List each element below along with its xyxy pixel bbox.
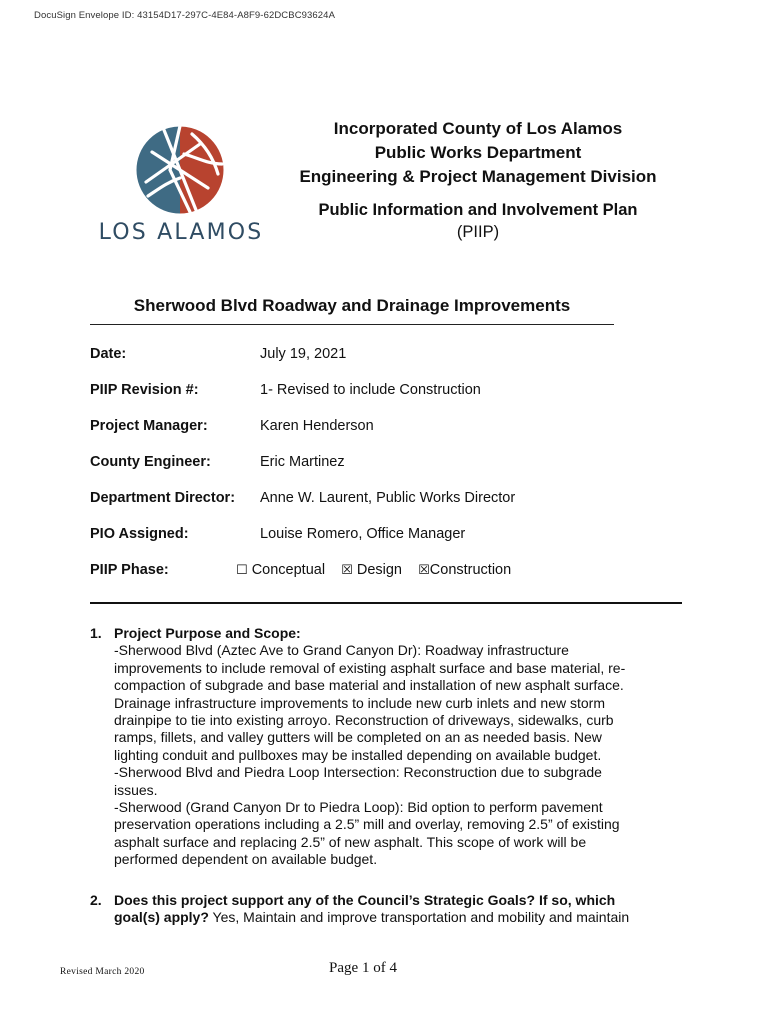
design-label: Design <box>356 562 402 578</box>
pio-label: PIO Assigned: <box>90 526 189 542</box>
phase-label: PIIP Phase: <box>90 562 169 578</box>
revision-label: PIIP Revision #: <box>90 382 199 398</box>
answer-text: Yes, Maintain and improve transportation and mobility and maintain <box>208 909 630 926</box>
construction-label: Construction <box>429 562 512 578</box>
project-info-table <box>90 346 690 598</box>
phase-options <box>236 562 511 578</box>
los-alamos-logo <box>96 122 266 252</box>
info-row-project-manager <box>90 418 690 454</box>
question-line: Does this project support any of the Council’s Strategic Goals? If so, which <box>114 892 616 908</box>
section-divider <box>90 602 682 604</box>
logo-wordmark: LOS ALAMOS <box>98 220 264 245</box>
paragraph-line: Drainage infrastructure improvements to include new curb inlets and new storm <box>114 694 606 711</box>
info-row-county-engineer <box>90 454 690 490</box>
paragraph-line: issues. <box>114 781 158 798</box>
design-checkbox[interactable]: ☒ <box>341 563 353 578</box>
info-row-pio <box>90 526 690 562</box>
revision-footer: Revised March 2020 <box>60 967 145 977</box>
date-label: Date: <box>90 346 127 362</box>
section-number: 1. <box>90 625 102 641</box>
date-value: July 19, 2021 <box>260 346 347 362</box>
paragraph-line: compaction of subgrade and base material and installation of new asphalt surface. <box>114 677 624 694</box>
section-project-purpose <box>90 625 676 869</box>
page-number: Page 1 of 4 <box>329 960 397 976</box>
plan-title: Public Information and Involvement Plan <box>318 201 638 219</box>
paragraph-line: preservation operations including a 2.5” mill and overlay, removing 2.5” of existing <box>114 816 620 833</box>
county-engineer-value: Eric Martinez <box>260 454 345 470</box>
project-title: Sherwood Blvd Roadway and Drainage Improvements <box>90 296 614 325</box>
document-header <box>268 117 688 243</box>
paragraph-line: -Sherwood Blvd (Aztec Ave to Grand Canyon Dr): Roadway infrastructure <box>114 642 569 659</box>
section-number: 2. <box>90 892 102 908</box>
info-row-revision <box>90 382 690 418</box>
revision-value: 1- Revised to include Construction <box>260 382 481 398</box>
paragraph-line: asphalt surface and replacing 2.5” of new asphalt. This scope of work will be <box>114 833 587 850</box>
project-manager-value: Karen Henderson <box>260 418 374 434</box>
paragraph-line: ramps, fillets, and valley gutters will be completed on an as needed basis. New <box>114 729 602 746</box>
docusign-envelope-id: DocuSign Envelope ID: 43154D17-297C-4E84-A8F9-62DCBC93624A <box>34 10 336 21</box>
division-name: Engineering & Project Management Division <box>299 167 657 186</box>
project-manager-label: Project Manager: <box>90 418 208 434</box>
section-strategic-goals <box>90 892 676 927</box>
paragraph-line: drainpipe to tie into existing arroyo. Reconstruction of driveways, sidewalks, curb <box>114 712 614 729</box>
paragraph-line: -Sherwood Blvd and Piedra Loop Intersection: Reconstruction due to subgrade <box>114 764 602 781</box>
conceptual-checkbox[interactable]: ☐ <box>236 563 248 578</box>
county-name: Incorporated County of Los Alamos <box>333 119 623 138</box>
paragraph-line: performed dependent on available budget. <box>114 851 378 868</box>
pio-value: Louise Romero, Office Manager <box>260 526 466 542</box>
county-engineer-label: County Engineer: <box>90 454 211 470</box>
section-heading: Project Purpose and Scope: <box>114 625 301 641</box>
paragraph-line: -Sherwood (Grand Canyon Dr to Piedra Loop): Bid option to perform pavement <box>114 799 603 816</box>
paragraph-line: lighting conduit and pullboxes may be installed depending on available budget. <box>114 746 602 763</box>
department-name: Public Works Department <box>374 143 582 162</box>
conceptual-label: Conceptual <box>251 562 326 578</box>
question-line-end: goal(s) apply? <box>114 909 209 926</box>
info-row-department-director <box>90 490 690 526</box>
info-row-date <box>90 346 690 382</box>
plan-abbreviation: (PIIP) <box>456 223 500 241</box>
los-alamos-emblem-icon <box>134 124 226 216</box>
department-director-value: Anne W. Laurent, Public Works Director <box>260 490 516 506</box>
department-director-label: Department Director: <box>90 490 236 506</box>
info-row-phase <box>90 562 690 598</box>
construction-checkbox[interactable]: ☒ <box>418 563 430 578</box>
paragraph-line: improvements to include removal of existing asphalt surface and base material, re- <box>114 659 626 676</box>
